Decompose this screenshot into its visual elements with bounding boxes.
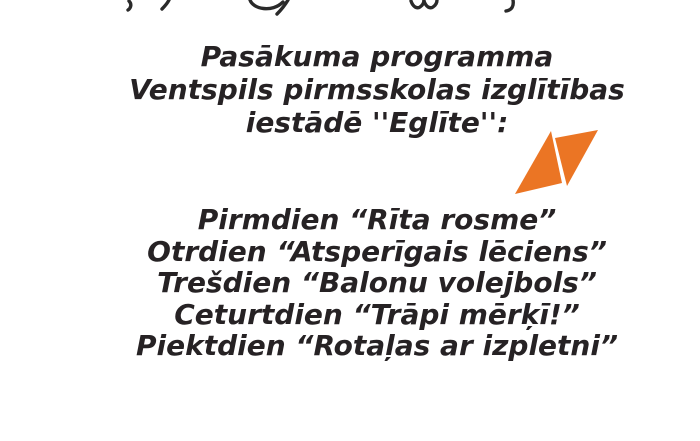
- stroke-fragment: [162, 0, 169, 9]
- cropped-handwriting-strokes-icon: [0, 0, 700, 16]
- schedule-line-thursday: Ceturtdien “Trāpi mērķī!”: [174, 297, 580, 331]
- event-title: [54, 40, 700, 139]
- origami-right-fold: [555, 130, 598, 186]
- origami-paper-plane-icon: [514, 127, 604, 197]
- schedule-line-wednesday: Trešdien “Balonu volejbols”: [157, 266, 597, 299]
- title-line-2: Ventspils pirmsskolas izglītības: [129, 73, 625, 106]
- schedule-line-tuesday: Otrdien “Atsperīgais lēciens”: [147, 234, 607, 268]
- stroke-fragment: [411, 0, 424, 8]
- title-line-3: iestādē ''Eglīte'':: [245, 106, 509, 139]
- schedule-line-friday: Piektdien “Rotaļas ar izpletni”: [136, 329, 618, 362]
- origami-left-fold: [515, 131, 562, 194]
- stroke-fragment: [506, 0, 513, 11]
- stroke-fragment: [128, 1, 131, 10]
- schedule-line-monday: Pirmdien “Rīta rosme”: [197, 203, 557, 236]
- stroke-fragment: [250, 0, 283, 9]
- schedule-list: [54, 204, 700, 362]
- title-line-1: Pasākuma programma: [200, 40, 554, 73]
- stroke-fragment: [424, 0, 437, 8]
